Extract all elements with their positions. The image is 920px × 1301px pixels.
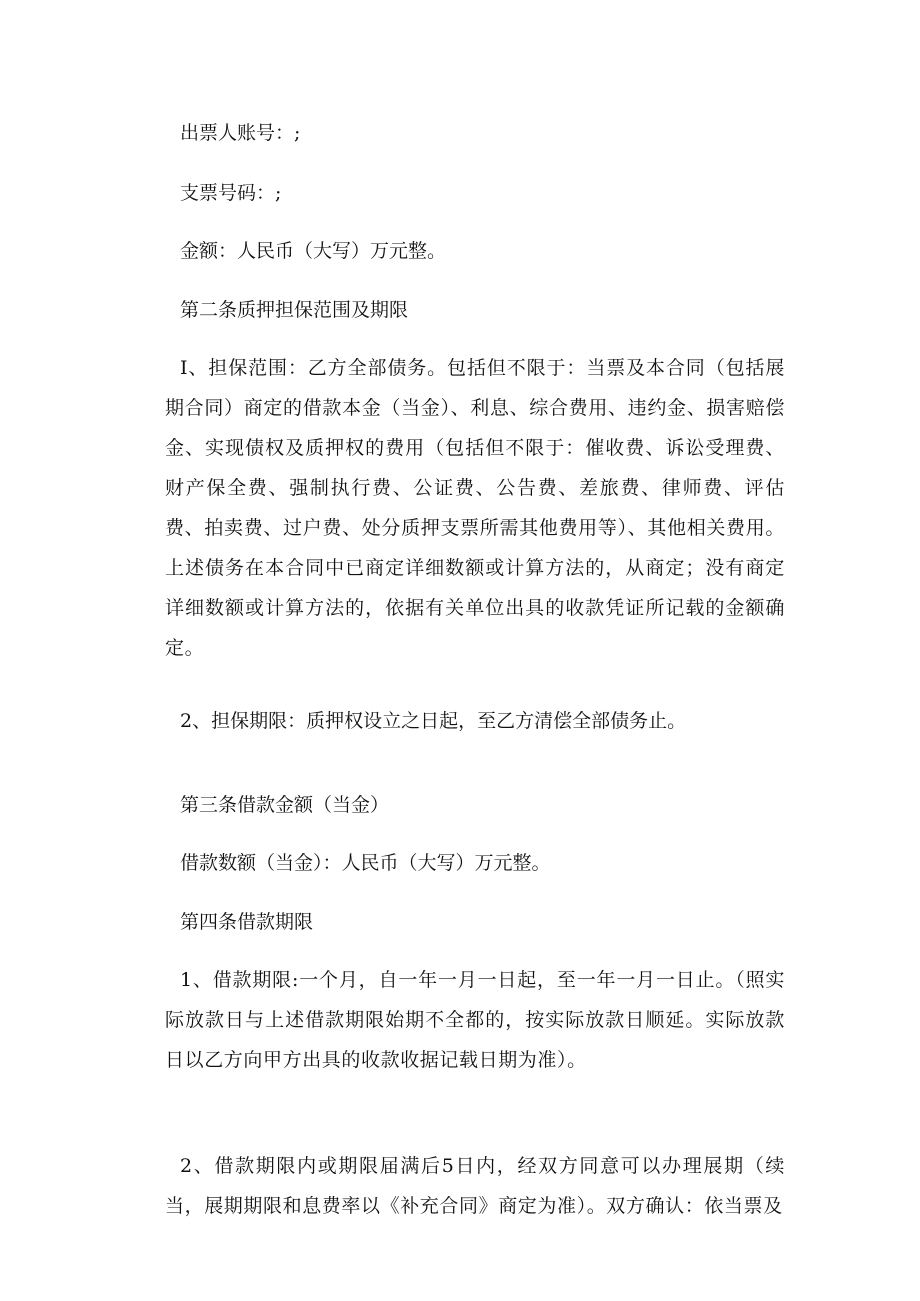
guarantee-period-paragraph: 2、担保期限：质押权设立之日起，至乙方清偿全部债务止。 [180, 710, 687, 732]
article-2-heading: 第二条质押担保范围及期限 [180, 299, 409, 321]
article-3-heading: 第三条借款金额（当金） [180, 794, 390, 816]
loan-term-paragraph: 1、借款期限:一个月，自一年一月一日起，至一年一月一日止。（照实际放款日与上述借款期限始期不全都的，按实际放款日顺延。实际放款日以乙方向甲方出具的收款收据记载日期为准）。 [165, 969, 785, 1071]
extension-paragraph: 2、借款期限内或期限届满后5日内，经双方同意可以办理展期（续当，展期期限和息费率以《补充合同》商定为准）。双方确认：依当票及 [165, 1155, 785, 1217]
drawer-account-line: 出票人账号：; [180, 122, 301, 144]
guarantee-scope-paragraph: I、担保范围：乙方全部债务。包括但不限于：当票及本合同（包括展期合同）商定的借款本金（当金）、利息、综合费用、违约金、损害赔偿金、实现债权及质押权的费用（包括但不限于：催收费、诉讼受理费、财产保全费、强制执行费、公证费、公告费、差旅费、律师费、评估费、拍卖费、过户费、处分质押支票所需其他费用等）、其他相关费用。上述债务在本合同中已商定详细数额或计算方法的，从商定；没有商定详细数额或计算方法的，依据有关单位出具的收款凭证所记载的金额确定。 [165, 357, 785, 659]
loan-amount-line: 借款数额（当金）：人民币（大写）万元整。 [180, 852, 551, 874]
article-4-heading: 第四条借款期限 [180, 911, 314, 933]
check-number-line: 支票号码：; [180, 182, 282, 204]
amount-line: 金额：人民币（大写）万元整。 [180, 240, 447, 262]
